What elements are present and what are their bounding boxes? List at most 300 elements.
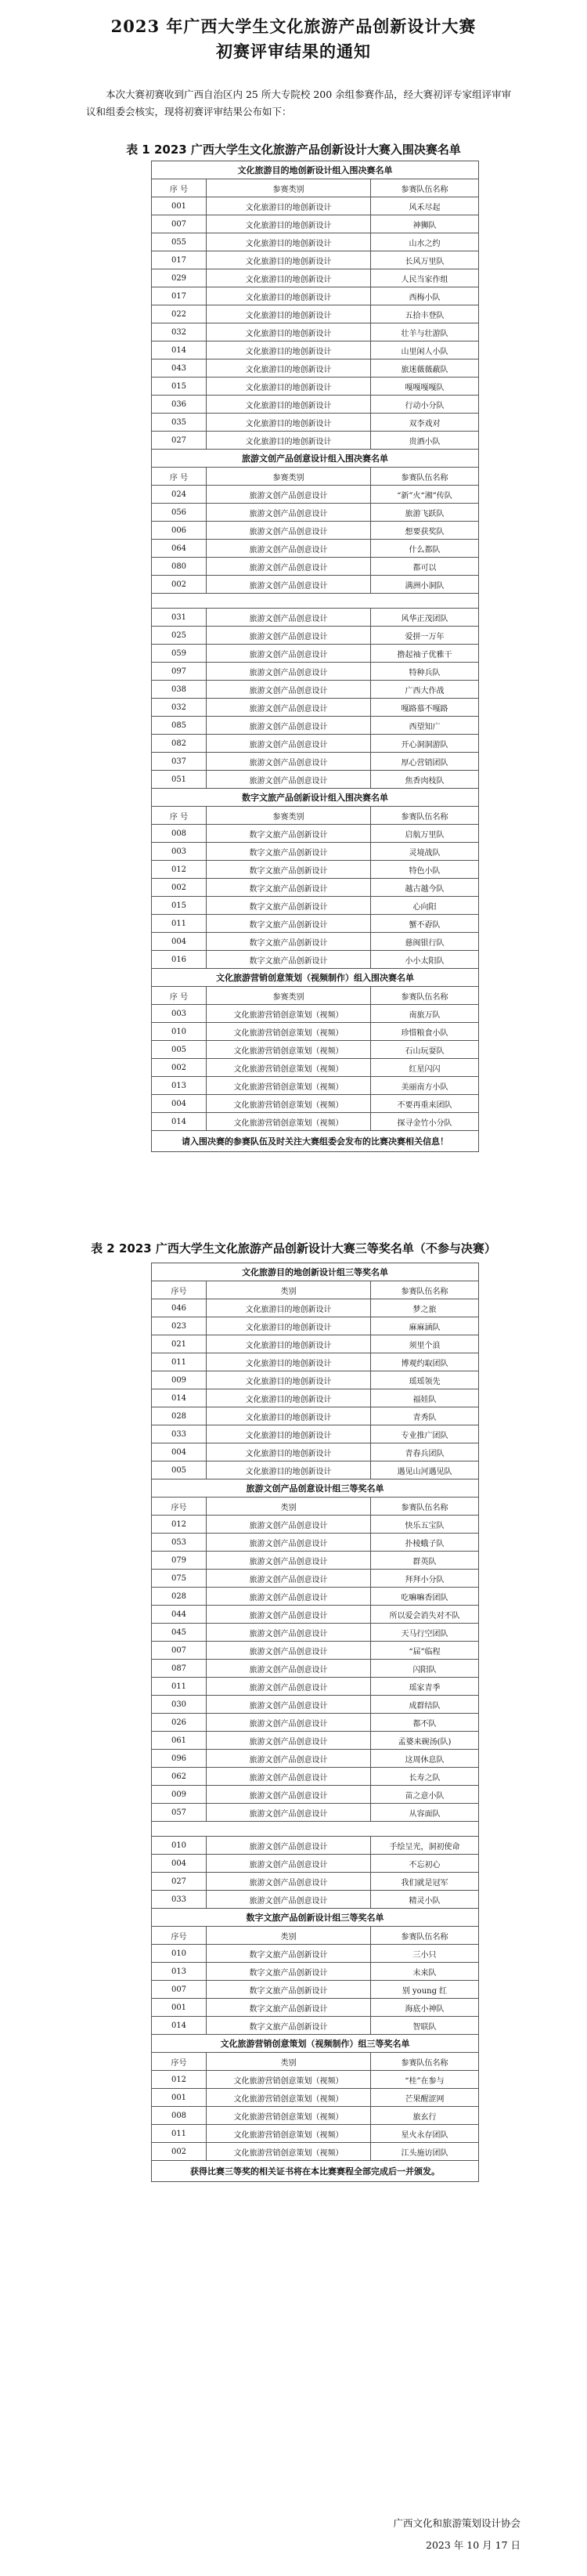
team-name: 不忘初心	[371, 1855, 479, 1873]
category: 旅游文创产品创意设计	[207, 681, 371, 699]
table-row	[152, 287, 479, 305]
category-header: 类别	[207, 1927, 371, 1945]
team-number: 010	[152, 1945, 207, 1963]
team-name: 启航万里队	[371, 825, 479, 843]
team-header: 参赛队伍名称	[371, 1498, 479, 1516]
category: 文化旅游营销创意策划（视频）	[207, 1041, 371, 1059]
table-row	[152, 699, 479, 717]
finalists-table	[151, 161, 479, 1152]
table-row	[152, 1570, 479, 1588]
table-row	[152, 504, 479, 522]
team-name: 西望知广	[371, 717, 479, 735]
note-row	[152, 2161, 479, 2182]
category-header: 类别	[207, 1498, 371, 1516]
category: 文化旅游营销创意策划（视频）	[207, 2143, 371, 2161]
team-name: 慈闽银行队	[371, 933, 479, 951]
category: 旅游文创产品创意设计	[207, 540, 371, 558]
team-name: 旅玄行	[371, 2107, 479, 2125]
table-row	[152, 1963, 479, 1981]
category: 旅游文创产品创意设计	[207, 576, 371, 594]
category: 数字文旅产品创新设计	[207, 2017, 371, 2035]
team-number: 012	[152, 1516, 207, 1534]
table-row	[152, 269, 479, 287]
table-row	[152, 432, 479, 450]
table-row	[152, 1095, 479, 1113]
category: 文化旅游目的地创新设计	[207, 233, 371, 251]
team-header: 参赛队伍名称	[371, 2053, 479, 2071]
team-name: 行动小分队	[371, 396, 479, 414]
table-row	[152, 1855, 479, 1873]
column-header-row	[152, 807, 479, 825]
number-header: 序 号	[152, 468, 207, 486]
category: 文化旅游目的地创新设计	[207, 396, 371, 414]
team-number: 027	[152, 1873, 207, 1891]
team-name: 风禾尽起	[371, 197, 479, 215]
table-row	[152, 933, 479, 951]
table-row	[152, 1389, 479, 1407]
category: 旅游文创产品创意设计	[207, 1786, 371, 1804]
team-number: 008	[152, 825, 207, 843]
category: 旅游文创产品创意设计	[207, 1588, 371, 1606]
category: 文化旅游营销创意策划（视频）	[207, 2071, 371, 2089]
team-number: 046	[152, 1299, 207, 1317]
category: 旅游文创产品创意设计	[207, 1516, 371, 1534]
table-row	[152, 717, 479, 735]
table-row	[152, 1714, 479, 1732]
section-heading: 文化旅游营销创意策划（视频制作）组三等奖名单	[152, 2035, 479, 2053]
team-number: 044	[152, 1606, 207, 1624]
category-header: 参赛类别	[207, 807, 371, 825]
category: 数字文旅产品创新设计	[207, 1945, 371, 1963]
team-number: 017	[152, 251, 207, 269]
team-name: 精灵小队	[371, 1891, 479, 1909]
team-number: 011	[152, 1353, 207, 1371]
team-number: 011	[152, 915, 207, 933]
category: 旅游文创产品创意设计	[207, 1552, 371, 1570]
category: 旅游文创产品创意设计	[207, 1732, 371, 1750]
section-heading: 旅游文创产品创意设计组入围决赛名单	[152, 450, 479, 468]
number-header: 序号	[152, 1281, 207, 1299]
team-name: 贵酒小队	[371, 432, 479, 450]
section-heading: 文化旅游目的地创新设计组入围决赛名单	[152, 161, 479, 179]
category: 文化旅游营销创意策划（视频）	[207, 2089, 371, 2107]
table-row	[152, 1516, 479, 1534]
team-number: 021	[152, 1335, 207, 1353]
category: 数字文旅产品创新设计	[207, 951, 371, 969]
table-row	[152, 359, 479, 378]
team-number: 057	[152, 1804, 207, 1822]
team-name: 嘎路慕不嘎路	[371, 699, 479, 717]
table-row	[152, 197, 479, 215]
table-row	[152, 396, 479, 414]
category: 文化旅游目的地创新设计	[207, 287, 371, 305]
category: 文化旅游目的地创新设计	[207, 215, 371, 233]
column-header-row	[152, 1498, 479, 1516]
team-number: 032	[152, 323, 207, 341]
team-name: 山里闲人小队	[371, 341, 479, 359]
category: 旅游文创产品创意设计	[207, 558, 371, 576]
team-number: 007	[152, 1642, 207, 1660]
category: 文化旅游营销创意策划（视频）	[207, 2107, 371, 2125]
table-row	[152, 2143, 479, 2161]
column-header-row	[152, 468, 479, 486]
team-number: 024	[152, 486, 207, 504]
team-number: 043	[152, 359, 207, 378]
team-number: 079	[152, 1552, 207, 1570]
team-number: 085	[152, 717, 207, 735]
team-number: 037	[152, 753, 207, 771]
category: 文化旅游目的地创新设计	[207, 1389, 371, 1407]
team-name: 都不队	[371, 1714, 479, 1732]
number-header: 序 号	[152, 987, 207, 1005]
team-name: 瑶瑶领先	[371, 1371, 479, 1389]
team-name: 星火永存团队	[371, 2125, 479, 2143]
team-name: 孟婆来碗汤(队)	[371, 1732, 479, 1750]
footer-organization: 广西文化和旅游策划设计协会	[393, 2517, 520, 2529]
table1-title: 表 1 2023 广西大学生文化旅游产品创新设计大赛入围决赛名单	[126, 143, 461, 157]
team-number: 013	[152, 1963, 207, 1981]
category: 文化旅游目的地创新设计	[207, 251, 371, 269]
table-row	[152, 1660, 479, 1678]
table-row	[152, 486, 479, 504]
team-name: 快乐五宝队	[371, 1516, 479, 1534]
team-number: 001	[152, 197, 207, 215]
category: 旅游文创产品创意设计	[207, 1855, 371, 1873]
team-name: 西梅小队	[371, 287, 479, 305]
table-row	[152, 540, 479, 558]
category: 文化旅游目的地创新设计	[207, 1425, 371, 1443]
section-heading-row	[152, 2035, 479, 2053]
team-name: 神狮队	[371, 215, 479, 233]
table-row	[152, 1642, 479, 1660]
team-name: 红星闪闪	[371, 1059, 479, 1077]
table-row	[152, 1059, 479, 1077]
team-number: 017	[152, 287, 207, 305]
team-name: 须里个浪	[371, 1335, 479, 1353]
section-heading: 数字文旅产品创新设计组三等奖名单	[152, 1909, 479, 1927]
team-name: 特种兵队	[371, 663, 479, 681]
team-number: 002	[152, 2143, 207, 2161]
team-name: 山水之约	[371, 233, 479, 251]
column-header-row	[152, 1281, 479, 1299]
team-name: 扑棱蛾子队	[371, 1534, 479, 1552]
team-number: 038	[152, 681, 207, 699]
category: 旅游文创产品创意设计	[207, 486, 371, 504]
team-number: 014	[152, 1113, 207, 1131]
team-name: 广西大作战	[371, 681, 479, 699]
team-name: 遇见山河遇见队	[371, 1461, 479, 1479]
table-row	[152, 323, 479, 341]
team-number: 075	[152, 1570, 207, 1588]
section-heading: 文化旅游目的地创新设计组三等奖名单	[152, 1263, 479, 1281]
table-row	[152, 1461, 479, 1479]
team-number: 053	[152, 1534, 207, 1552]
table-row	[152, 825, 479, 843]
table-row	[152, 645, 479, 663]
team-number: 031	[152, 609, 207, 627]
team-number: 096	[152, 1750, 207, 1768]
team-number: 009	[152, 1371, 207, 1389]
table-note: 请入围决赛的参赛队伍及时关注大赛组委会发布的比赛决赛相关信息！	[152, 1131, 479, 1152]
category: 文化旅游营销创意策划（视频）	[207, 2125, 371, 2143]
team-number: 005	[152, 1461, 207, 1479]
table-row	[152, 609, 479, 627]
table-row	[152, 663, 479, 681]
table-row	[152, 233, 479, 251]
table-row	[152, 1804, 479, 1822]
table-row	[152, 915, 479, 933]
category: 旅游文创产品创意设计	[207, 753, 371, 771]
table-row	[152, 1023, 479, 1041]
column-header-row	[152, 987, 479, 1005]
category: 数字文旅产品创新设计	[207, 915, 371, 933]
team-number: 027	[152, 432, 207, 450]
team-number: 007	[152, 1981, 207, 1999]
table-row	[152, 1606, 479, 1624]
column-header-row	[152, 1927, 479, 1945]
team-name: 青春兵团队	[371, 1443, 479, 1461]
team-name: “新”火“湘”传队	[371, 486, 479, 504]
team-name: 苗之意小队	[371, 1786, 479, 1804]
column-header-row	[152, 2053, 479, 2071]
team-number: 008	[152, 2107, 207, 2125]
table-row	[152, 1335, 479, 1353]
category: 旅游文创产品创意设计	[207, 627, 371, 645]
team-number: 004	[152, 1855, 207, 1873]
category-header: 参赛类别	[207, 179, 371, 197]
category: 文化旅游目的地创新设计	[207, 1461, 371, 1479]
table-row	[152, 771, 479, 789]
section-heading-row	[152, 789, 479, 807]
team-number: 023	[152, 1317, 207, 1335]
team-number: 010	[152, 1023, 207, 1041]
table-row	[152, 2125, 479, 2143]
category: 旅游文创产品创意设计	[207, 609, 371, 627]
note-row	[152, 1131, 479, 1152]
team-number: 036	[152, 396, 207, 414]
category: 文化旅游目的地创新设计	[207, 341, 371, 359]
team-number: 033	[152, 1891, 207, 1909]
category: 数字文旅产品创新设计	[207, 1999, 371, 2017]
table-row	[152, 2089, 479, 2107]
team-name: 群英队	[371, 1552, 479, 1570]
category: 文化旅游营销创意策划（视频）	[207, 1095, 371, 1113]
team-name: 专业推广团队	[371, 1425, 479, 1443]
category: 文化旅游目的地创新设计	[207, 1317, 371, 1335]
table-row	[152, 215, 479, 233]
team-name: 青秀队	[371, 1407, 479, 1425]
category: 文化旅游目的地创新设计	[207, 414, 371, 432]
team-name: 江头施访团队	[371, 2143, 479, 2161]
category: 文化旅游营销创意策划（视频）	[207, 1005, 371, 1023]
team-name: 石山玩耍队	[371, 1041, 479, 1059]
category: 旅游文创产品创意设计	[207, 1768, 371, 1786]
team-name: 吃嘛嘛香团队	[371, 1588, 479, 1606]
team-name: 从容面队	[371, 1804, 479, 1822]
table-row	[152, 341, 479, 359]
category: 文化旅游营销创意策划（视频）	[207, 1059, 371, 1077]
number-header: 序号	[152, 1498, 207, 1516]
category: 旅游文创产品创意设计	[207, 699, 371, 717]
category: 旅游文创产品创意设计	[207, 1696, 371, 1714]
team-number: 004	[152, 1443, 207, 1461]
team-name: 拜拜小分队	[371, 1570, 479, 1588]
category: 旅游文创产品创意设计	[207, 1534, 371, 1552]
table-row	[152, 1945, 479, 1963]
table-row	[152, 1786, 479, 1804]
team-number: 007	[152, 215, 207, 233]
team-name: 美丽南方小队	[371, 1077, 479, 1095]
team-name: 风华正茂团队	[371, 609, 479, 627]
team-number: 059	[152, 645, 207, 663]
team-name: 嘎嘎嘎嘎队	[371, 378, 479, 396]
page-break-cell	[152, 1822, 479, 1837]
team-name: 爱拼一万年	[371, 627, 479, 645]
category: 旅游文创产品创意设计	[207, 1891, 371, 1909]
team-number: 011	[152, 2125, 207, 2143]
team-name: 什么都队	[371, 540, 479, 558]
table-row	[152, 1041, 479, 1059]
team-name: 南旅万队	[371, 1005, 479, 1023]
team-header: 参赛队伍名称	[371, 179, 479, 197]
section-heading: 旅游文创产品创意设计组三等奖名单	[152, 1479, 479, 1498]
team-name: 人民当家作组	[371, 269, 479, 287]
table-row	[152, 897, 479, 915]
category: 文化旅游营销创意策划（视频）	[207, 1023, 371, 1041]
team-name: 想要获奖队	[371, 522, 479, 540]
table-row	[152, 2071, 479, 2089]
category-header: 类别	[207, 1281, 371, 1299]
team-name: 满洲小洞队	[371, 576, 479, 594]
table-row	[152, 1552, 479, 1570]
team-number: 051	[152, 771, 207, 789]
category: 文化旅游目的地创新设计	[207, 1371, 371, 1389]
section-heading: 文化旅游营销创意策划（视频制作）组入围决赛名单	[152, 969, 479, 987]
team-name: 我们就是冠军	[371, 1873, 479, 1891]
team-name: 都可以	[371, 558, 479, 576]
section-heading-row	[152, 161, 479, 179]
table-row	[152, 378, 479, 396]
team-number: 055	[152, 233, 207, 251]
category: 旅游文创产品创意设计	[207, 735, 371, 753]
team-name: 旅迷薇薇蔽队	[371, 359, 479, 378]
table-row	[152, 1317, 479, 1335]
team-name: 越古越今队	[371, 879, 479, 897]
team-header: 参赛队伍名称	[371, 1927, 479, 1945]
category: 数字文旅产品创新设计	[207, 1963, 371, 1981]
category: 数字文旅产品创新设计	[207, 843, 371, 861]
table-row	[152, 1837, 479, 1855]
table-row	[152, 735, 479, 753]
category: 旅游文创产品创意设计	[207, 504, 371, 522]
section-heading-row	[152, 1909, 479, 1927]
section-heading: 数字文旅产品创新设计组入围决赛名单	[152, 789, 479, 807]
category: 旅游文创产品创意设计	[207, 1804, 371, 1822]
table-row	[152, 1999, 479, 2017]
table-row	[152, 1981, 479, 1999]
category: 旅游文创产品创意设计	[207, 1750, 371, 1768]
notice-title-line1: 2023 年广西大学生文化旅游产品创新设计大赛	[110, 16, 477, 36]
category: 文化旅游目的地创新设计	[207, 1335, 371, 1353]
team-name: 旅游飞跃队	[371, 504, 479, 522]
team-number: 061	[152, 1732, 207, 1750]
team-name: 麻麻涵队	[371, 1317, 479, 1335]
category: 旅游文创产品创意设计	[207, 1642, 371, 1660]
category: 旅游文创产品创意设计	[207, 1606, 371, 1624]
team-number: 035	[152, 414, 207, 432]
category-header: 参赛类别	[207, 987, 371, 1005]
table-row	[152, 305, 479, 323]
table-row	[152, 251, 479, 269]
table-row	[152, 1678, 479, 1696]
page-break-row	[152, 1822, 479, 1837]
team-number: 006	[152, 522, 207, 540]
section-heading-row	[152, 450, 479, 468]
category: 文化旅游目的地创新设计	[207, 1299, 371, 1317]
team-name: 长风万里队	[371, 251, 479, 269]
table-row	[152, 1371, 479, 1389]
team-number: 015	[152, 897, 207, 915]
team-number: 032	[152, 699, 207, 717]
table-row	[152, 1353, 479, 1371]
team-name: 不要再重来团队	[371, 1095, 479, 1113]
category: 数字文旅产品创新设计	[207, 933, 371, 951]
team-header: 参赛队伍名称	[371, 987, 479, 1005]
table-row	[152, 843, 479, 861]
table2-title: 表 2 2023 广西大学生文化旅游产品创新设计大赛三等奖名单（不参与决赛）	[91, 1241, 496, 1255]
team-number: 005	[152, 1041, 207, 1059]
team-number: 014	[152, 1389, 207, 1407]
table-row	[152, 1696, 479, 1714]
category: 旅游文创产品创意设计	[207, 717, 371, 735]
team-number: 003	[152, 1005, 207, 1023]
team-number: 011	[152, 1678, 207, 1696]
team-name: 五拾丰登队	[371, 305, 479, 323]
category: 文化旅游目的地创新设计	[207, 269, 371, 287]
team-number: 045	[152, 1624, 207, 1642]
table-row	[152, 2107, 479, 2125]
number-header: 序号	[152, 2053, 207, 2071]
team-number: 062	[152, 1768, 207, 1786]
section-heading-row	[152, 969, 479, 987]
team-number: 097	[152, 663, 207, 681]
team-number: 010	[152, 1837, 207, 1855]
category: 文化旅游目的地创新设计	[207, 359, 371, 378]
table-row	[152, 1732, 479, 1750]
category: 文化旅游营销创意策划（视频）	[207, 1113, 371, 1131]
team-name: 长寿之队	[371, 1768, 479, 1786]
table-row	[152, 1873, 479, 1891]
team-number: 030	[152, 1696, 207, 1714]
table-row	[152, 627, 479, 645]
category: 数字文旅产品创新设计	[207, 879, 371, 897]
table-row	[152, 1891, 479, 1909]
team-name: 梦之旅	[371, 1299, 479, 1317]
team-number: 012	[152, 861, 207, 879]
category: 旅游文创产品创意设计	[207, 1873, 371, 1891]
table-row	[152, 1005, 479, 1023]
category: 旅游文创产品创意设计	[207, 1570, 371, 1588]
team-number: 028	[152, 1588, 207, 1606]
category-header: 参赛类别	[207, 468, 371, 486]
column-header-row	[152, 179, 479, 197]
category: 文化旅游目的地创新设计	[207, 197, 371, 215]
team-name: 博观约取团队	[371, 1353, 479, 1371]
team-name: 别 young 红	[371, 1981, 479, 1999]
team-name: 所以爱会消失对不队	[371, 1606, 479, 1624]
table-row	[152, 558, 479, 576]
team-number: 033	[152, 1425, 207, 1443]
